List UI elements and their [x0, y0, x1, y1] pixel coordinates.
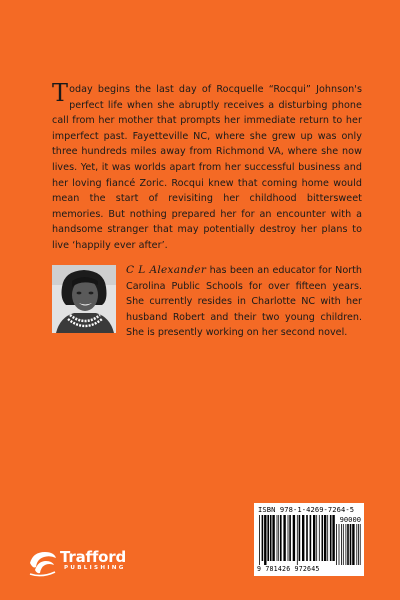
- drop-cap: T: [52, 79, 69, 107]
- isbn-number: ISBN 978-1-4269-7264-5: [258, 505, 355, 514]
- barcode-bar: [343, 524, 344, 565]
- barcode-bar: [302, 515, 304, 561]
- barcode-bar: [339, 524, 340, 565]
- barcode-bar: [341, 524, 342, 565]
- isbn-barcode: [254, 503, 364, 576]
- barcode-bar: [330, 515, 332, 561]
- barcode-bar: [277, 515, 278, 561]
- barcode-bar: [264, 515, 266, 565]
- barcode-bar: [262, 515, 264, 561]
- barcode-bar: [283, 515, 285, 561]
- barcode-bar: [346, 524, 347, 565]
- author-bio-text: has been an educator for North Carolina Public Schools for over fifteen years. She currently resides in Charlotte NC with her husband Robert and their two young children. She is presently working on her second novel.: [126, 265, 363, 339]
- barcode-bar: [278, 515, 279, 561]
- barcode-bar: [360, 524, 361, 565]
- barcode-bar: [324, 515, 326, 561]
- author-photo: [52, 265, 116, 333]
- barcode-bar: [293, 515, 295, 561]
- author-bio: [126, 263, 362, 341]
- barcode-bar: [310, 515, 312, 561]
- barcode-bar: [327, 515, 328, 561]
- barcode-bar: [289, 515, 291, 561]
- barcode-bar: [288, 515, 289, 561]
- barcode-bar: [270, 515, 272, 561]
- barcode-bar: [299, 515, 301, 561]
- barcode-bar: [350, 524, 352, 565]
- barcode-bar: [332, 515, 334, 561]
- barcode-bar: [267, 515, 269, 561]
- publisher-logo: [28, 548, 170, 578]
- publisher-subtitle: PUBLISHING: [64, 565, 126, 571]
- publisher-name: Trafford: [60, 548, 126, 566]
- barcode-bar: [356, 524, 357, 565]
- barcode-bar: [313, 515, 315, 561]
- barcode-bar: [316, 515, 317, 561]
- barcode-bar: [272, 515, 274, 561]
- synopsis-text: oday begins the last day of Rocquelle “Rocqui” Johnson's perfect life when she abruptly receives a disturbing phone call from her mother that prompts her immediate return to her imperfect past. Fayetteville NC, where she grew up was only three hundreds miles away from Richmond VA, where she now lives. Yet, it was worlds apart from her successful business and her loving fiancé Zoric. Rocqui knew that coming home would mean the start of revisiting her childhood bittersweet memories. But nothing prepared her for an encounter with a handsome stranger that may potentially destroy her plans to live ‘happily ever after’.: [52, 84, 362, 251]
- wave-logo-icon: [28, 549, 58, 577]
- ean-barcode-bars: [259, 515, 335, 565]
- barcode-bar: [297, 515, 298, 565]
- barcode-bar: [319, 515, 320, 561]
- barcode-bar: [322, 515, 324, 561]
- barcode-bar: [352, 524, 354, 565]
- barcode-bar: [306, 515, 308, 561]
- barcode-bar: [358, 524, 359, 565]
- barcode-bar: [259, 515, 260, 565]
- ean-digits: 9 781426 972645: [257, 565, 320, 573]
- author-name: C L Alexander: [126, 264, 207, 276]
- addon-barcode-bars: [336, 524, 362, 565]
- barcode-bar: [336, 524, 337, 565]
- barcode-bar: [347, 524, 349, 565]
- price-code: 90000: [339, 515, 361, 524]
- book-synopsis: [52, 79, 362, 254]
- barcode-bar: [280, 515, 282, 561]
